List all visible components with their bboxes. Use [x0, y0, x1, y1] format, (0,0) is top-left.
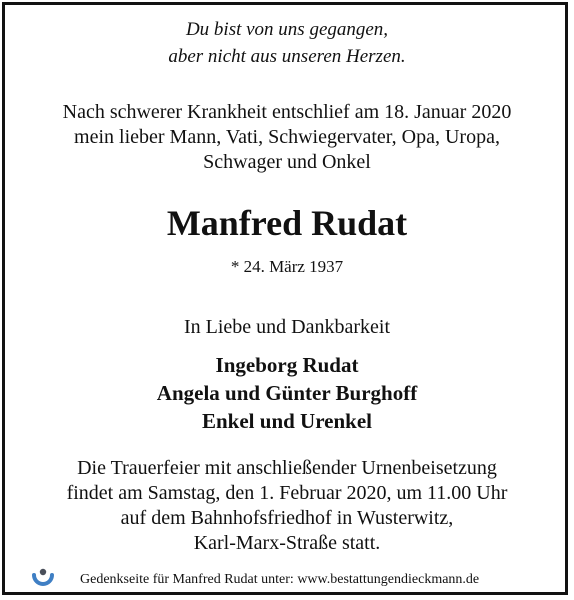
mourner-name-2: Angela und Günter Burghoff	[156, 381, 418, 405]
motto-line-1: Du bist von uns gegangen,	[185, 19, 389, 40]
funeral-line-1: Die Trauerfeier mit anschließender Urnenbeisetzung	[77, 457, 497, 479]
funeral-line-3: auf dem Bahnhofsfriedhof in Wusterwitz,	[120, 507, 454, 529]
funeral-line-2: findet am Samstag, den 1. Februar 2020, um 11.00 Uhr	[66, 482, 508, 504]
birth-date: * 24. März 1937	[230, 257, 344, 276]
mourner-name-3: Enkel und Urenkel	[202, 409, 372, 433]
memorial-page-link[interactable]: Gedenkseite für Manfred Rudat unter: www.bestattungendieckmann.de	[80, 572, 480, 587]
funeral-line-4: Karl-Marx-Straße statt.	[193, 532, 381, 554]
motto-line-2: aber nicht aus unseren Herzen.	[168, 46, 406, 67]
mourner-name-1: Ingeborg Rudat	[215, 353, 359, 377]
announcement-line-1: Nach schwerer Krankheit entschlief am 18. Januar 2020	[62, 101, 512, 123]
deceased-name: Manfred Rudat	[166, 203, 408, 243]
memorial-footer	[34, 567, 554, 591]
memorial-logo-icon	[30, 565, 56, 591]
announcement-line-3: Schwager und Onkel	[203, 151, 371, 173]
announcement-line-2: mein lieber Mann, Vati, Schwiegervater, Opa, Uropa,	[74, 126, 500, 148]
mourners-intro: In Liebe und Dankbarkeit	[183, 316, 391, 338]
